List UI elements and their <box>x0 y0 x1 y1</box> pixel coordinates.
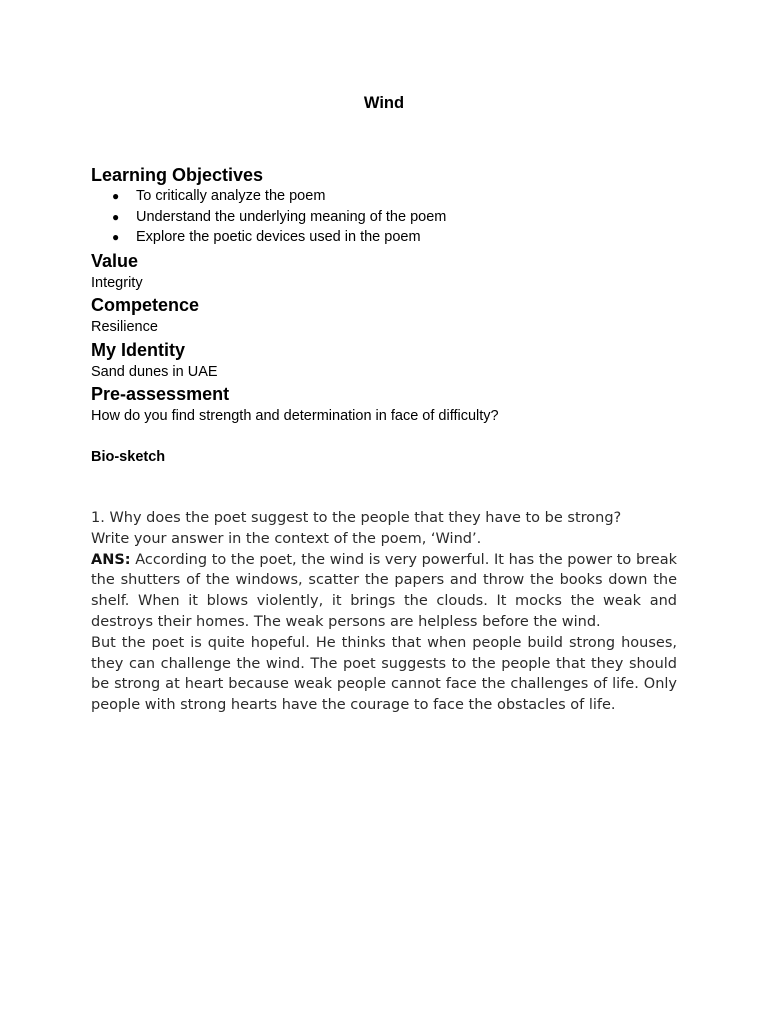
competence-heading: Competence <box>91 295 200 315</box>
bio-sketch-section <box>91 447 681 467</box>
bullet-icon: ● <box>112 230 120 245</box>
pre-assessment-section <box>91 383 681 427</box>
my-identity-text: Sand dunes in UAE <box>91 364 218 380</box>
question-1-section <box>91 508 677 716</box>
bullet-icon: ● <box>112 189 120 203</box>
my-identity-section <box>91 339 681 383</box>
learning-objectives-heading: Learning Objectives <box>91 165 264 185</box>
answer-text-1: According to the poet, the wind is very powerful. It has the power to break the shutters of the windows, scatter the papers and throw the books down the shelf. When it blows violently, it brings the clouds. It mocks the weak and destroys their homes. The weak persons are helpless before the wind. <box>91 551 677 630</box>
pre-assessment-text: How do you find strength and determination in face of difficulty? <box>91 408 499 424</box>
competence-text: Resilience <box>91 319 158 335</box>
answer-label: ANS: <box>91 551 131 568</box>
my-identity-heading: My Identity <box>91 340 186 360</box>
question-1-line-2: Write your answer in the context of the poem, ‘Wind’. <box>91 530 482 547</box>
learning-objectives-list <box>91 186 681 248</box>
learning-objectives-section <box>91 164 681 248</box>
bullet-icon: ● <box>112 209 120 224</box>
answer-paragraph-1 <box>91 550 677 633</box>
list-item <box>91 227 681 248</box>
value-text: Integrity <box>91 275 143 291</box>
value-section <box>91 250 681 294</box>
objective-text: Understand the underlying meaning of the poem <box>136 208 447 225</box>
question-1-line-1: 1. Why does the poet suggest to the people that they have to be strong? <box>91 510 622 526</box>
objective-text: Explore the poetic devices used in the poem <box>136 229 421 246</box>
competence-section <box>91 294 681 338</box>
answer-paragraph-2: But the poet is quite hopeful. He thinks that when people build strong houses, they can challenge the wind. The poet suggests to the people that they should be strong at heart because weak people cannot face the challenges of life. Only people with strong hearts have the courage to face the obstacles of life. <box>91 634 677 714</box>
document-title: Wind <box>363 94 405 112</box>
bio-sketch-heading: Bio-sketch <box>91 449 166 465</box>
list-item <box>91 207 681 228</box>
objective-text: To critically analyze the poem <box>136 188 326 204</box>
list-item <box>91 186 681 207</box>
value-heading: Value <box>91 251 139 271</box>
pre-assessment-heading: Pre-assessment <box>91 384 230 404</box>
